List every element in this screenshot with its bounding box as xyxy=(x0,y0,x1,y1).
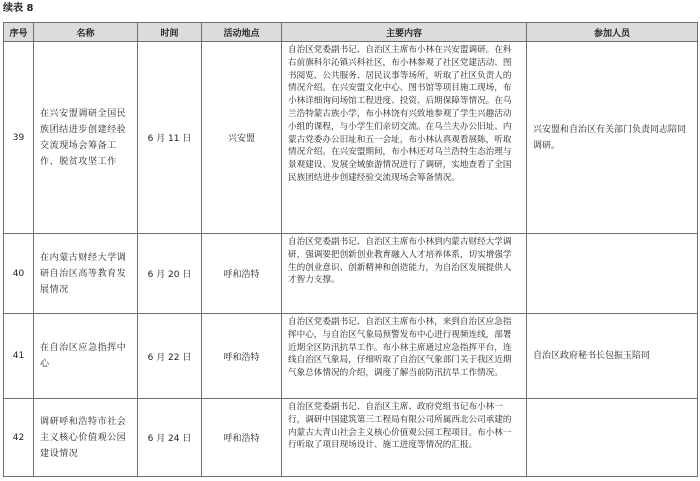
header-place: 活动地点 xyxy=(202,23,282,42)
header-content: 主要内容 xyxy=(282,23,527,42)
cell-name: 在内蒙古财经大学调研自治区高等教育发展情况 xyxy=(34,234,138,314)
table-row xyxy=(4,234,698,314)
cell-no: 42 xyxy=(4,399,34,477)
table-caption: 续表 8 xyxy=(3,3,34,14)
cell-place: 呼和浩特 xyxy=(202,234,282,314)
cell-name: 在兴安盟调研全国民族团结进步创建经验交流现场会筹备工作、脱贫攻坚工作 xyxy=(34,42,138,234)
table-row xyxy=(4,42,698,234)
cell-place: 兴安盟 xyxy=(202,42,282,234)
cell-content: 自治区党委副书记、自治区主席、政府党组书记布小林一行，调研中国建筑第三工程局有限公司所属西北公司承建的内蒙古大青山社会主义核心价值观公园工程项目。布小林一行听取了项目现场设计、施工进度等情况的汇报。 xyxy=(282,399,527,477)
cell-place: 呼和浩特 xyxy=(202,314,282,399)
cell-content: 自治区党委副书记、自治区主席布小林，来到自治区应急指挥中心，与自治区气象局预警发布中心进行视频连线，部署近期全区防汛抗旱工作。布小林主席通过应急指挥平台，连线自治区气象局，仔细听取了自治区气象部门关于我区近期气象总体情况的介绍，调度了解当前防汛抗旱工作情况。 xyxy=(282,314,527,399)
header-no: 序号 xyxy=(4,23,34,42)
cell-time: 6 月 11 日 xyxy=(138,42,202,234)
cell-people: 兴安盟和自治区有关部门负责同志陪同调研。 xyxy=(527,42,698,234)
cell-name: 在自治区应急指挥中心 xyxy=(34,314,138,399)
cell-content: 自治区党委副书记、自治区主席布小林在兴安盟调研。在科右前旗科尔沁镇兴科社区，布小林参观了社区党建活动、图书阅览、公共服务、居民议事等场所，听取了社区负责人的情况介绍。在兴安盟文化中心、图书馆等项目施工现场，布小林详细询问场馆工程进度、投资、后期保障等情况。在乌兰浩特蒙古族小学，布小林饶有兴致地参观了学生兴趣活动小组的课程，与小学生们亲切交流。在乌兰夫办公旧址、内蒙古党委办公旧址和五一会址，布小林认真观看展陈，听取情况介绍。在兴安盟期间，布小林还对乌兰浩特生态治理与景观建设、发展全域旅游情况进行了调研，实地查看了全国民族团结进步创建经验交流现场会筹备情况。 xyxy=(282,42,527,234)
cell-time: 6 月 20 日 xyxy=(138,234,202,314)
table-header-row xyxy=(4,23,698,42)
cell-name: 调研呼和浩特市社会主义核心价值观公园建设情况 xyxy=(34,399,138,477)
header-time: 时间 xyxy=(138,23,202,42)
cell-no: 40 xyxy=(4,234,34,314)
cell-no: 39 xyxy=(4,42,34,234)
header-people: 参加人员 xyxy=(527,23,698,42)
cell-time: 6 月 22 日 xyxy=(138,314,202,399)
header-name: 名称 xyxy=(34,23,138,42)
table-row xyxy=(4,399,698,477)
table-row xyxy=(4,314,698,399)
cell-people xyxy=(527,399,698,477)
activity-table xyxy=(3,22,698,477)
cell-people xyxy=(527,234,698,314)
cell-content: 自治区党委副书记、自治区主席布小林到内蒙古财经大学调研，强调要把创新创业教育融入人才培养体系，切实增强学生的创业意识、创新精神和创造能力，为自治区发展提供人才智力支撑。 xyxy=(282,234,527,314)
cell-no: 41 xyxy=(4,314,34,399)
cell-time: 6 月 24 日 xyxy=(138,399,202,477)
cell-people: 自治区政府秘书长包振玉陪同 xyxy=(527,314,698,399)
cell-place: 呼和浩特 xyxy=(202,399,282,477)
